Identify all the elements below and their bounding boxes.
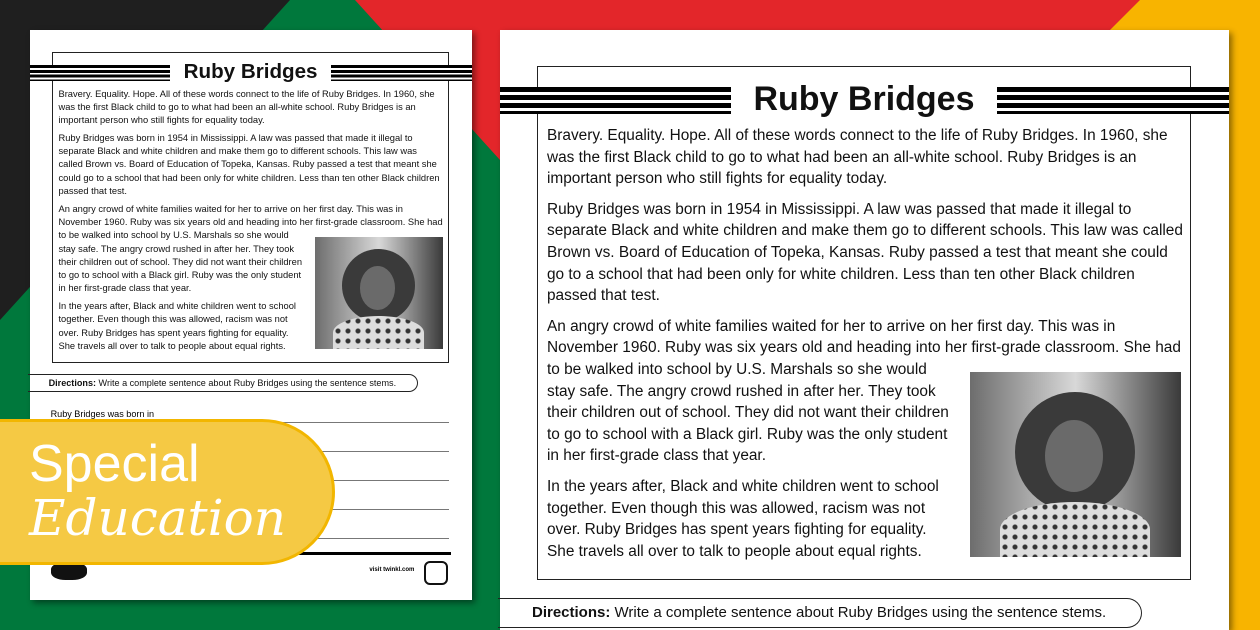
title-stripes-left (500, 87, 731, 114)
paragraph: In the years after, Black and white children went to school together. Even though this was allowed, racism was not over. Ruby Bridges has spent years fighting for equality. She travels all over to talk to people about equal rights. (58, 301, 296, 351)
ruby-bridges-photo (315, 237, 443, 349)
footer-visit-text: visit twinkl.com (369, 566, 415, 573)
special-education-badge (0, 419, 335, 565)
paragraph: Ruby Bridges was born in 1954 in Mississippi. A law was passed that made it illegal to separate Black and white children and make them go to different schools. This law was called Brown vs. Board of Education of Topeka, Kansas. Ruby passed a test that meant she could go to a school that had been only for white children. Less than ten other Black children passed that test. (58, 133, 440, 196)
ruby-bridges-photo (970, 372, 1181, 557)
paragraph: In the years after, Black and white children went to school together. Even though this was allowed, racism was not over. Ruby Bridges has spent years fighting for equality. She travels all over to talk to people about equal rights. (547, 477, 939, 560)
title-stripes-left (30, 65, 170, 81)
paragraph: Bravery. Equality. Hope. All of these words connect to the life of Ruby Bridges. In 1960, she was the first Black child to go to what had been an all-white school. Ruby Bridges is an important person who still fights for equality today. (547, 127, 1168, 188)
directions-label: Directions: (532, 604, 611, 621)
directions-text: Write a complete sentence about Ruby Bridges using the sentence stems. (96, 378, 397, 389)
reading-passage (547, 125, 1183, 571)
worksheet-title: Ruby Bridges (753, 80, 975, 118)
footer-badge-icon (424, 561, 448, 585)
paragraph: An angry crowd of white families waited for her to arrive on her first day. This was in November 1960. Ruby was six years old and heading into her first-grade classroom. She had to be walked into school by U.S. Marshals so she would stay safe. The angry crowd rushed in after her. They took their children out of school. They did not want their children to go to school with a Black girl. Ruby was the only student in her first-grade class that year. (547, 317, 1181, 465)
paragraph: Bravery. Equality. Hope. All of these words connect to the life of Ruby Bridges. In 1960, she was the first Black child to go to what had been an all-white school. Ruby Bridges is an important person who still fights for equality today. (58, 88, 435, 125)
paragraph: Ruby Bridges was born in 1954 in Mississippi. A law was passed that made it illegal to separate Black and white children and make them go to different schools. This law was called Brown vs. Board of Education of Topeka, Kansas. Ruby passed a test that meant she could go to a school that had been only for white children. Less than ten other Black children passed that test. (547, 200, 1183, 305)
directions-banner (28, 374, 418, 392)
badge-line-2: Education (29, 489, 286, 547)
worksheet-preview-large (500, 30, 1229, 630)
answer-line[interactable]: Ruby Bridges was born in (51, 405, 450, 423)
worksheet-title: Ruby Bridges (183, 60, 318, 84)
paragraph: An angry crowd of white families waited for her to arrive on her first day. This was in November 1960. Ruby was six years old and heading into her first-grade classroom. She had to be walked into school by U.S. Marshals so she would stay safe. The angry crowd rushed in after her. They took their children out of school. They did not want their children to go to school with a Black girl. Ruby was the only student in her first-grade class that year. (58, 204, 443, 293)
title-stripes-right (997, 87, 1229, 114)
reading-passage (58, 88, 443, 359)
directions-text: Write a complete sentence about Ruby Bridges using the sentence stems. (610, 604, 1107, 621)
title-stripes-right (331, 65, 472, 81)
badge-line-1: Special (29, 435, 200, 493)
directions-label: Directions: (48, 378, 97, 389)
directions-banner (498, 598, 1142, 628)
